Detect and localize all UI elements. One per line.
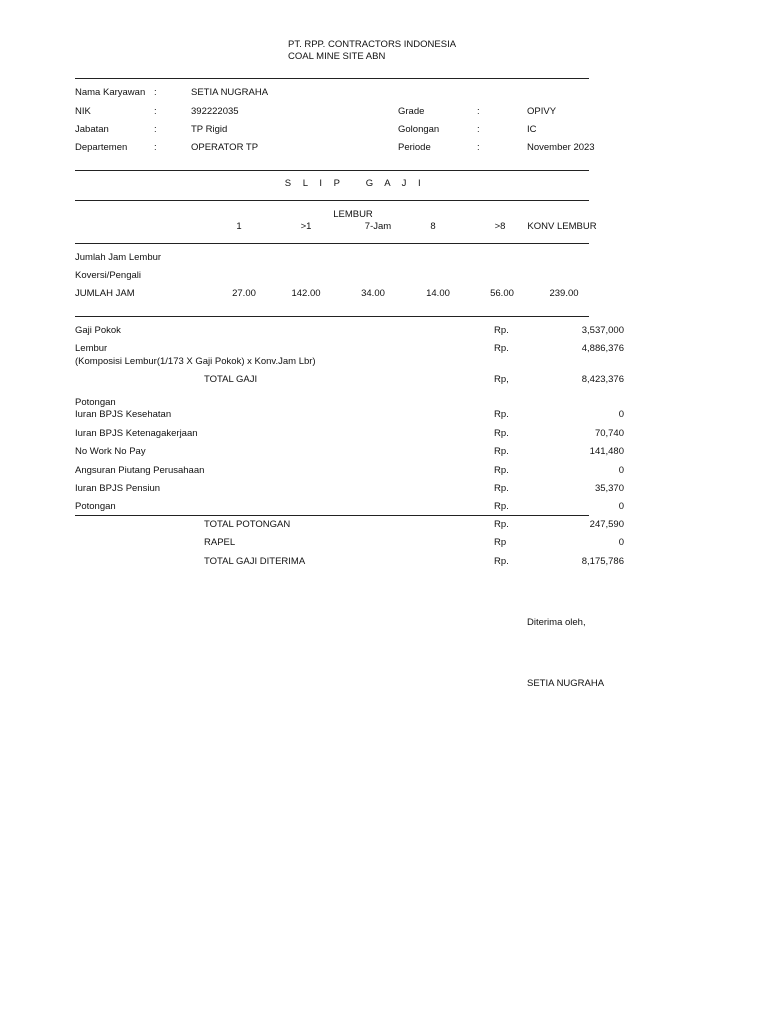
total-gaji-value: 8,423,376 <box>581 374 624 385</box>
total-diterima-value: 8,175,786 <box>581 556 624 567</box>
currency-label: Rp. <box>494 325 509 336</box>
jabatan-value: TP Rigid <box>191 124 228 135</box>
currency-label: Rp. <box>494 501 509 512</box>
divider <box>75 78 589 79</box>
company-name: PT. RPP. CONTRACTORS INDONESIA <box>288 39 457 50</box>
lembur-row-label: Jumlah Jam Lembur <box>75 252 162 263</box>
deduction-label: No Work No Pay <box>75 446 146 457</box>
lembur-col-header: >1 <box>300 221 312 232</box>
deduction-label: Angsuran Piutang Perusahaan <box>75 465 205 476</box>
lembur-cell: 142.00 <box>291 288 321 299</box>
deduction-value: 70,740 <box>594 428 624 439</box>
nik-value: 392222035 <box>191 106 239 117</box>
grade-value: OPIVY <box>527 106 557 117</box>
gaji-pokok-value: 3,537,000 <box>581 325 624 336</box>
divider <box>75 243 589 244</box>
lembur-col-header: 1 <box>236 221 242 232</box>
lembur-cell: 239.00 <box>549 288 579 299</box>
golongan-value: IC <box>527 124 537 135</box>
currency-label: Rp. <box>494 519 509 530</box>
deduction-label: Iuran BPJS Pensiun <box>75 483 161 494</box>
grade-label: Grade <box>398 106 425 117</box>
periode-value: November 2023 <box>527 142 595 153</box>
currency-label: Rp. <box>494 409 509 420</box>
gaji-pokok-label: Gaji Pokok <box>75 325 121 336</box>
total-potongan-value: 247,590 <box>589 519 624 530</box>
currency-label: Rp, <box>494 374 509 385</box>
divider <box>75 170 589 171</box>
deduction-value: 35,370 <box>594 483 624 494</box>
colon: : <box>477 124 480 135</box>
slip-title: S L I P G A J I <box>284 178 426 189</box>
colon: : <box>154 142 157 153</box>
lembur-cell: 14.00 <box>426 288 450 299</box>
colon: : <box>477 142 480 153</box>
colon: : <box>154 87 157 98</box>
lembur-col-header: KONV LEMBUR <box>527 221 597 232</box>
lembur-col-header: 7-Jam <box>364 221 392 232</box>
currency-label: Rp. <box>494 428 509 439</box>
lembur-note: (Komposisi Lembur(1/173 X Gaji Pokok) x Konv.Jam Lbr) <box>75 356 316 367</box>
total-potongan-label: TOTAL POTONGAN <box>204 519 291 530</box>
potongan-header: Potongan <box>75 397 116 408</box>
deduction-label: Iuran BPJS Ketenagakerjaan <box>75 428 198 439</box>
nik-label: NIK <box>75 106 91 117</box>
deduction-value: 0 <box>618 465 624 476</box>
lembur-label: Lembur <box>75 343 108 354</box>
lembur-row-label: Koversi/Pengali <box>75 270 142 281</box>
deduction-value: 0 <box>618 409 624 420</box>
total-gaji-label: TOTAL GAJI <box>204 374 258 385</box>
deduction-label: Iuran BPJS Kesehatan <box>75 409 172 420</box>
currency-label: Rp <box>494 537 507 548</box>
lembur-cell: 56.00 <box>490 288 514 299</box>
departemen-label: Departemen <box>75 142 128 153</box>
lembur-col-header: 8 <box>430 221 436 232</box>
currency-label: Rp. <box>494 483 509 494</box>
divider <box>75 515 589 516</box>
total-diterima-label: TOTAL GAJI DITERIMA <box>204 556 306 567</box>
name-label: Nama Karyawan <box>75 87 146 98</box>
received-by-label: Diterima oleh, <box>527 617 586 628</box>
deduction-label: Potongan <box>75 501 116 512</box>
deduction-value: 141,480 <box>589 446 624 457</box>
lembur-cell: 27.00 <box>232 288 256 299</box>
colon: : <box>154 124 157 135</box>
currency-label: Rp. <box>494 446 509 457</box>
lembur-col-header: >8 <box>494 221 506 232</box>
jabatan-label: Jabatan <box>75 124 109 135</box>
colon: : <box>477 106 480 117</box>
name-value: SETIA NUGRAHA <box>191 87 269 98</box>
periode-label: Periode <box>398 142 431 153</box>
currency-label: Rp. <box>494 343 509 354</box>
colon: : <box>154 106 157 117</box>
divider <box>75 200 589 201</box>
rapel-value: 0 <box>618 537 624 548</box>
currency-label: Rp. <box>494 556 509 567</box>
rapel-label: RAPEL <box>204 537 236 548</box>
lembur-title: LEMBUR <box>333 209 373 220</box>
departemen-value: OPERATOR TP <box>191 142 259 153</box>
golongan-label: Golongan <box>398 124 440 135</box>
currency-label: Rp. <box>494 465 509 476</box>
signatory-name: SETIA NUGRAHA <box>527 678 605 689</box>
divider <box>75 316 589 317</box>
site-name: COAL MINE SITE ABN <box>288 51 386 62</box>
lembur-value: 4,886,376 <box>581 343 624 354</box>
lembur-row-label: JUMLAH JAM <box>75 288 135 299</box>
lembur-cell: 34.00 <box>361 288 385 299</box>
deduction-value: 0 <box>618 501 624 512</box>
